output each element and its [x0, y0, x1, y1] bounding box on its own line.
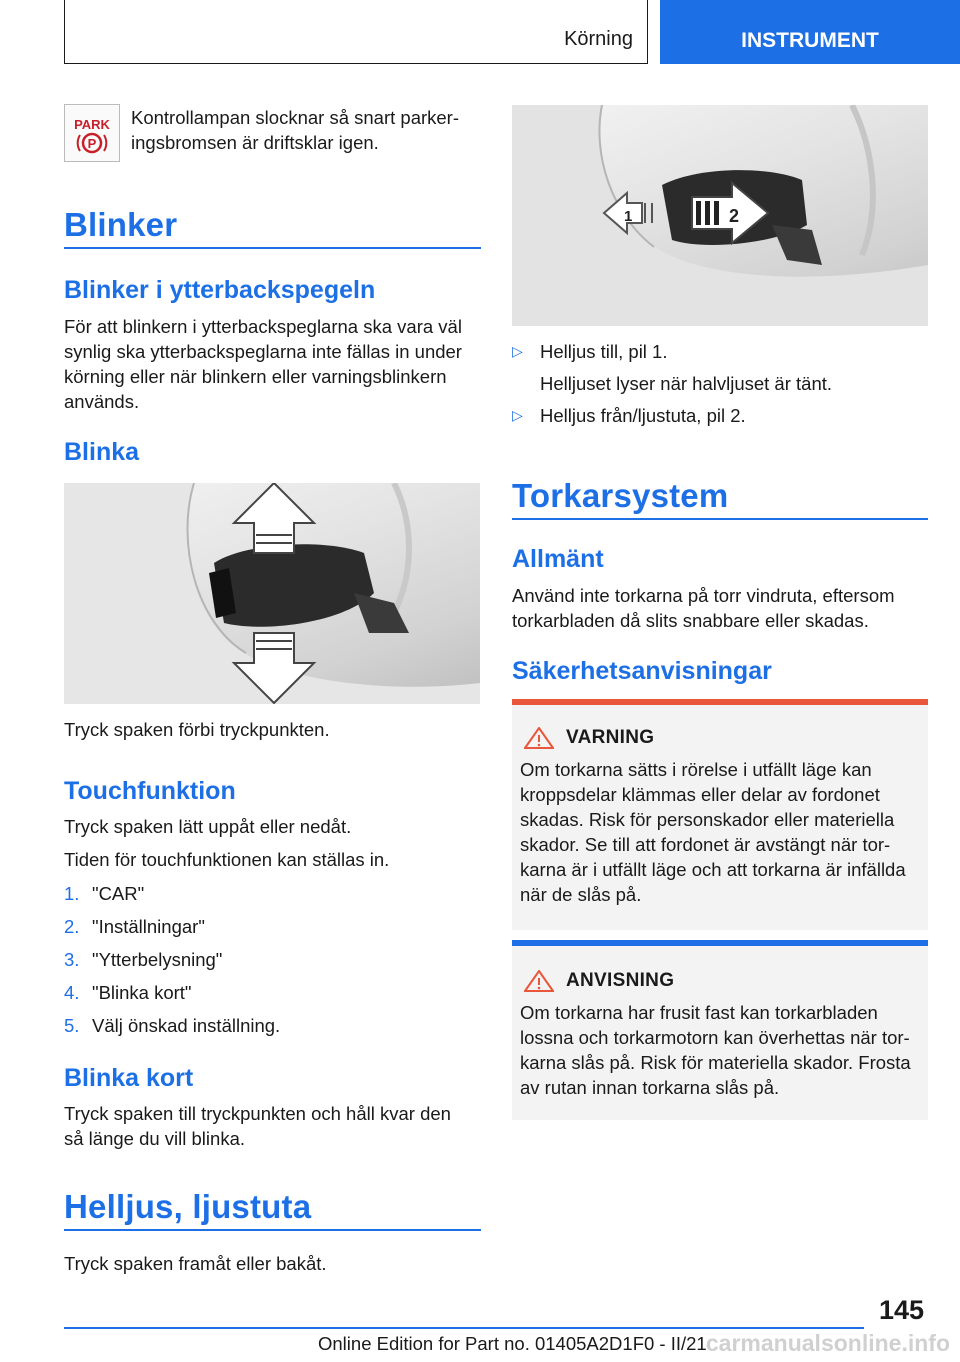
heading-blinker: Blinker: [64, 206, 178, 243]
header-chapter-tab: INSTRUMENT: [660, 0, 960, 64]
list-item-text: "CAR": [92, 883, 145, 904]
heading-allmant: Allmänt: [512, 545, 604, 573]
paragraph-touch-2: Tiden för touchfunktionen kan ställas in.: [64, 849, 390, 870]
notice-text: Om torkarna har frusit fast kan torkarbladen lossna och torkarmotorn kan överhettas när tor-karna slås på. Risk för materiella skador. Frosta av rutan innan torkarna slås på.: [520, 1002, 911, 1098]
paragraph-mirror: För att blinkern i ytterbackspeglarna ska vara väl synlig ska ytterbackspeglarna inte fällas in under körning eller när blinkern eller varningsblinkern används.: [64, 316, 462, 412]
park-text: [131, 105, 481, 155]
list-item-number: 3.: [64, 949, 80, 970]
park-text-line1: Kontrollampan slocknar så snart parker-: [131, 107, 460, 128]
list-item: [512, 403, 928, 428]
paragraph-blinka: Tryck spaken förbi tryckpunkten.: [64, 719, 330, 740]
notice-triangle-icon: [524, 970, 554, 992]
list-item: [512, 339, 928, 364]
header-section-title: Körning: [564, 28, 633, 50]
list-item: [64, 1013, 480, 1038]
bullet-indent: [512, 371, 540, 396]
triangle-bullet-icon: ▷: [512, 407, 523, 423]
bullet-list: [512, 339, 928, 428]
warning-box: [512, 699, 928, 930]
list-item-text: Helljus till, pil 1.: [540, 341, 668, 362]
heading-torkarsystem: Torkarsystem: [512, 477, 729, 514]
list-item: [64, 947, 480, 972]
heading-blinker-mirror: Blinker i ytterbackspegeln: [64, 276, 376, 304]
page-number: 145: [878, 1295, 924, 1325]
heading-sakerhet: Säkerhetsanvisningar: [512, 657, 772, 685]
heading-rule: [512, 518, 928, 520]
paragraph-helljus: Tryck spaken framåt eller bakåt.: [64, 1253, 327, 1274]
list-item-number: 1.: [64, 883, 80, 904]
park-icon-label: PARK: [74, 117, 110, 132]
heading-blinka: Blinka: [64, 438, 140, 466]
list-item-text: Välj önskad inställning.: [92, 1015, 281, 1036]
notice-header: [520, 970, 918, 992]
heading-touchfunktion: Touchfunktion: [64, 777, 236, 805]
list-item-text: "Blinka kort": [92, 982, 192, 1003]
park-icon-symbol: P: [87, 136, 97, 151]
arrow-1-label: 1: [624, 208, 633, 225]
stalk-up-down-image: [64, 483, 480, 704]
list-item-text: "Ytterbelysning": [92, 949, 223, 970]
notice-box: [512, 940, 928, 1120]
watermark: carmanualsonline.info: [705, 1330, 950, 1356]
footer-rule: [64, 1327, 864, 1329]
list-item-number: 4.: [64, 982, 80, 1003]
paragraph-blinka-kort: Tryck spaken till tryckpunkten och håll kvar den så länge du vill blinka.: [64, 1103, 451, 1149]
list-item-number: 2.: [64, 916, 80, 937]
list-item: [64, 881, 480, 906]
park-brake-icon: [64, 104, 120, 162]
stalk-forward-back-image: [512, 105, 928, 326]
steps-list: [64, 881, 480, 1038]
warning-text: Om torkarna sätts i rörelse i utfällt läge kan kroppsdelar klämmas eller delar av fordonet skadas. Risk för personskador eller materiella skador. Se till att fordonet är avstängt när tor-karna är i utfällt läge och att torkarna är infällda när de slås på.: [520, 759, 906, 905]
arrow-2-label: 2: [729, 206, 740, 226]
park-text-line2: ingsbromsen är driftsklar igen.: [131, 132, 379, 153]
list-item-text: "Inställningar": [92, 916, 205, 937]
warning-header: [520, 727, 918, 749]
heading-blinka-kort: Blinka kort: [64, 1064, 194, 1092]
warning-title: VARNING: [566, 727, 655, 748]
heading-rule: [64, 1229, 481, 1231]
header-section-box: [64, 0, 648, 64]
triangle-bullet-icon: ▷: [512, 343, 523, 359]
warning-triangle-icon: [524, 727, 554, 749]
arrow-up-icon: [234, 483, 314, 553]
paragraph-touch-1: Tryck spaken lätt uppåt eller nedåt.: [64, 816, 352, 837]
list-item-number: 5.: [64, 1015, 80, 1036]
heading-helljus: Helljus, ljustuta: [64, 1188, 312, 1225]
list-item-text: Helljus från/ljustuta, pil 2.: [540, 405, 746, 426]
list-item-sub: [512, 371, 928, 396]
list-item: [64, 914, 480, 939]
edition-text: Online Edition for Part no. 01405A2D1F0 - II/21: [318, 1333, 707, 1354]
notice-title: ANVISNING: [566, 970, 675, 991]
heading-rule: [64, 247, 481, 249]
list-item-subtext: Helljuset lyser när halvljuset är tänt.: [540, 373, 833, 394]
list-item: [64, 980, 480, 1005]
paragraph-allmant: Använd inte torkarna på torr vindruta, eftersom torkarbladen då slits snabbare eller skadas.: [512, 585, 895, 631]
